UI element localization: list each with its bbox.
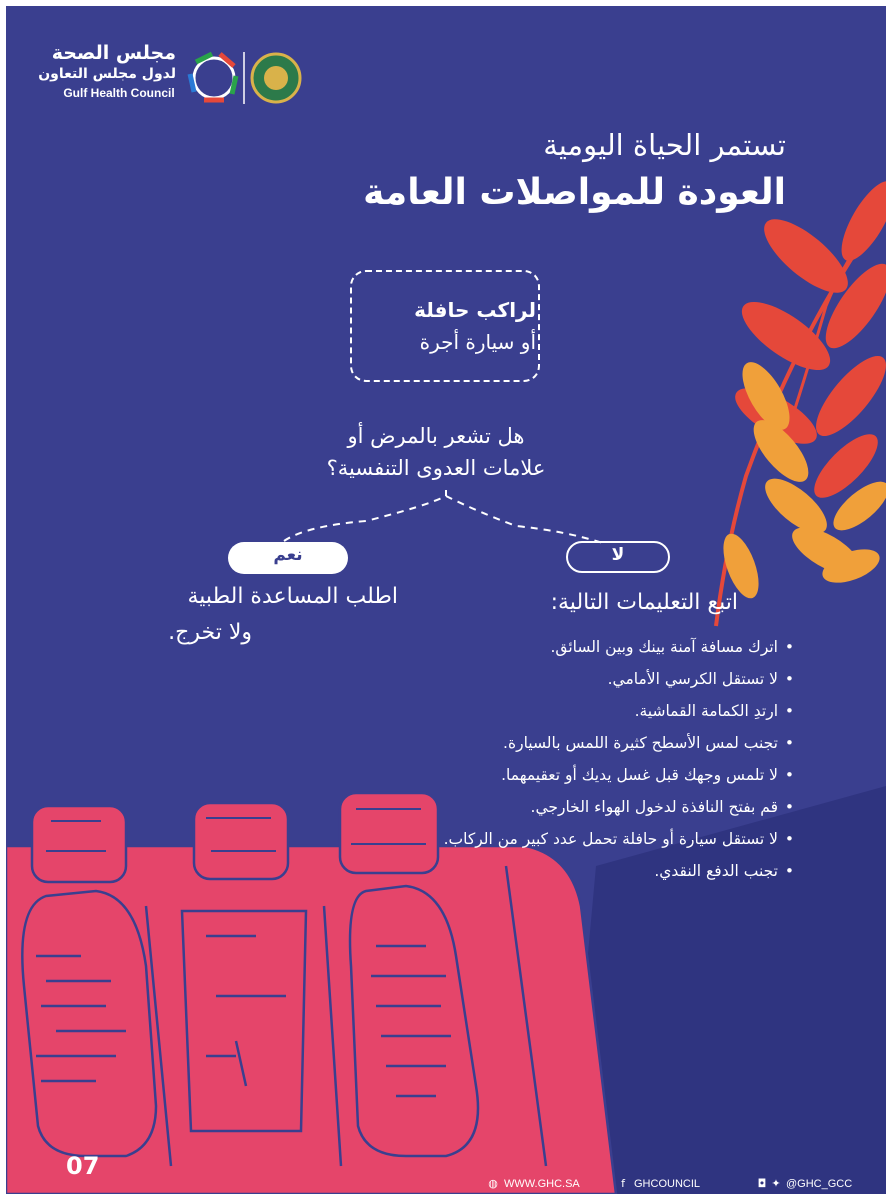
plant-illustration (716, 174, 886, 626)
gcc-emblem (252, 54, 300, 102)
footer-website[interactable]: WWW.GHC.SA (504, 1178, 580, 1190)
instagram-icon: ◘ (757, 1177, 767, 1190)
page-subtitle: تستمر الحياة اليومية (543, 128, 786, 162)
facebook-icon: f (621, 1177, 625, 1190)
footer-social-handle[interactable]: @GHC_GCC (786, 1178, 853, 1190)
council-star-logo (190, 54, 236, 100)
question-line-2: علامات العدوى التنفسية؟ (326, 456, 546, 480)
instruction-item: • قم بفتح النافذة لدخول الهواء الخارجي. (531, 798, 778, 816)
instruction-item: • لا تستقل سيارة أو حافلة تحمل عدد كبير من الركاب. (444, 830, 778, 848)
footer-facebook[interactable]: GHCOUNCIL (634, 1178, 701, 1190)
yes-advice-line-2: ولا تخرج. (168, 620, 252, 645)
rider-label-bus: لراكب حافلة (414, 298, 536, 322)
instruction-item: • ارتدِ الكمامة القماشية. (635, 702, 778, 720)
rider-label-taxi: أو سيارة أجرة (419, 330, 536, 354)
instruction-item: • تجنب الدفع النقدي. (654, 862, 778, 880)
seat-illustration (6, 793, 616, 1194)
rider-box (350, 270, 540, 382)
poster (6, 6, 886, 1194)
logo-arabic-name: مجلس الصحة (51, 42, 176, 64)
instruction-item: • اترك مسافة آمنة بينك وبين السائق. (550, 638, 778, 656)
twitter-icon: ✦ (771, 1177, 781, 1190)
globe-icon: ◍ (488, 1177, 498, 1190)
page-title: العودة للمواصلات العامة (363, 172, 786, 213)
no-label: لا (611, 545, 625, 565)
instruction-item: • تجنب لمس الأسطح كثيرة اللمس بالسيارة. (503, 734, 778, 752)
question-line-1: هل تشعر بالمرض أو (347, 424, 525, 448)
logo-english-name: Gulf Health Council (63, 86, 175, 100)
instruction-item: • لا تلمس وجهك قبل غسل يديك أو تعقيمهما. (501, 766, 778, 784)
instruction-item: • لا تستقل الكرسي الأمامي. (608, 670, 778, 688)
yes-advice-line-1: اطلب المساعدة الطبية (187, 584, 398, 609)
branch-connector (284, 496, 606, 544)
yes-label: نعم (273, 545, 303, 565)
page-number: 07 (66, 1152, 100, 1180)
logo-arabic-subtitle: لدول مجلس التعاون (38, 66, 176, 82)
instructions-heading: اتبع التعليمات التالية: (550, 590, 738, 615)
